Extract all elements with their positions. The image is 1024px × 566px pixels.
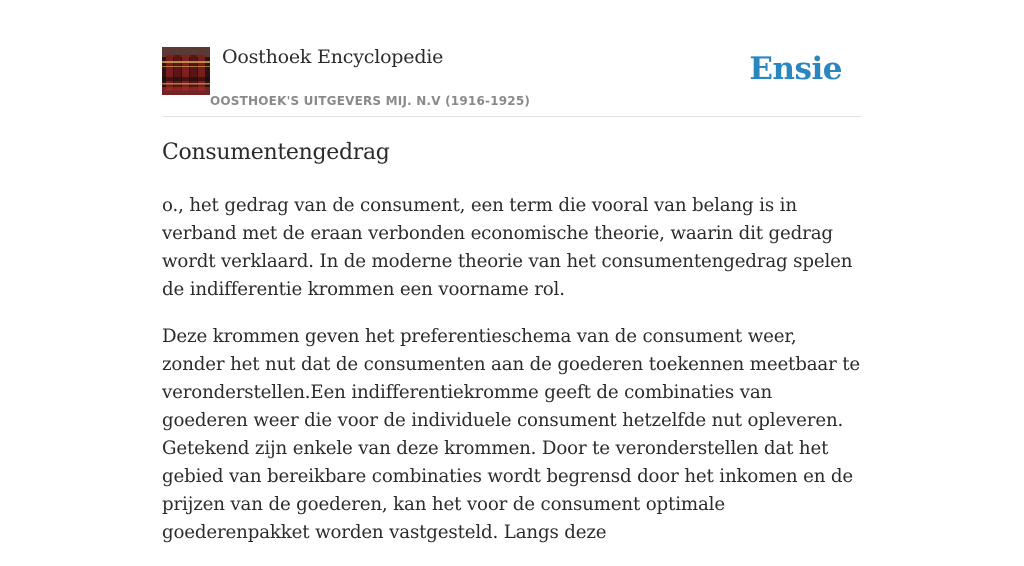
publication-avatar[interactable] [162,47,210,95]
brand-logo[interactable]: Ensie [749,51,842,87]
article-body [162,192,862,566]
article-paragraph-2: Deze krommen geven het preferentieschema van de consument weer, zonder het nut dat de consumenten aan de goederen toekennen meetbaar te veronderstellen.Een indifferentiekromme geeft de combinaties van goederen weer die voor de individuele consument hetzelfde nut opleveren. Getekend zijn enkele van deze krommen. Door te veronderstellen dat het gebied van bereikbare combinaties wordt begrensd door het inkomen en de prijzen van de goederen, kan het voor de consument optimale goederenpakket worden vastgesteld. Langs deze [162,326,861,543]
article-paragraph-1: o., het gedrag van de consument, een term die vooral van belang is in verband met de eraan verbonden economische theorie, waarin dit gedrag wordt verklaard. In de moderne theorie van het consumentengedrag spelen de indifferentie krommen een voorname rol. [162,195,853,300]
publication-name[interactable]: Oosthoek Encyclopedie [222,46,444,68]
publication-header [162,46,862,117]
book-spines-icon [162,47,210,95]
article-title: Consumentengedrag [162,140,390,165]
publisher-label: OOSTHOEK'S UITGEVERS MIJ. N.V (1916-1925) [210,94,531,108]
